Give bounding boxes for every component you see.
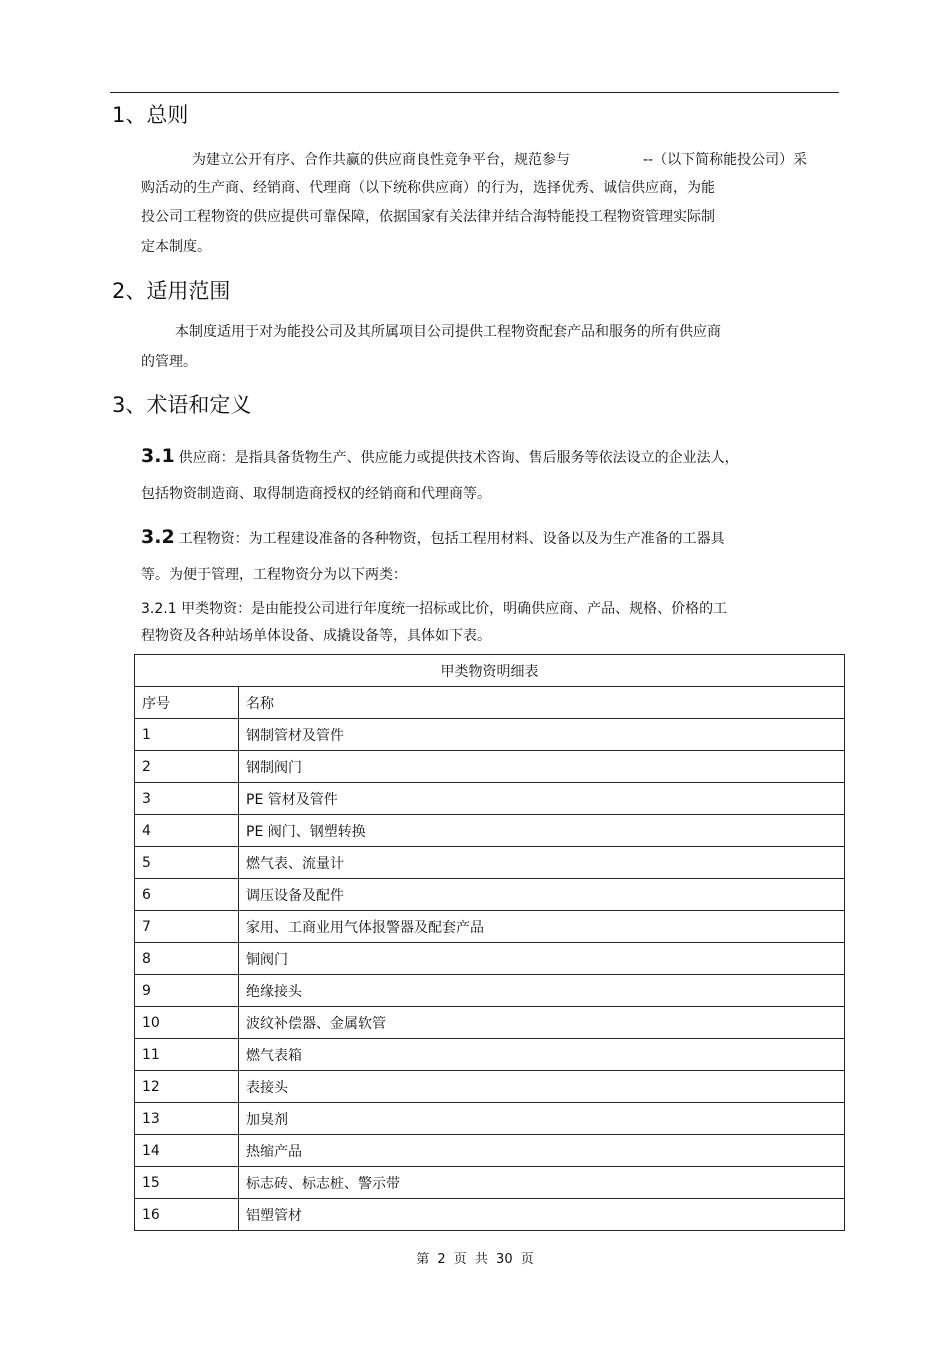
row-name-cell: 燃气表、流量计	[239, 847, 845, 879]
row-index-cell: 15	[135, 1167, 239, 1199]
table-row	[135, 1071, 845, 1103]
row-name-cell: 家用、工商业用气体报警器及配套产品	[239, 911, 845, 943]
table-header-row	[135, 687, 845, 719]
row-index-cell: 4	[135, 815, 239, 847]
row-index-cell: 11	[135, 1039, 239, 1071]
row-name-cell: 铝塑管材	[239, 1199, 845, 1231]
definition-3-1-line-2: 包括物资制造商、取得制造商授权的经销商和代理商等。	[141, 486, 491, 502]
section-2-heading: 2、适用范围	[112, 279, 231, 303]
row-name-cell: 绝缘接头	[239, 975, 845, 1007]
table-row	[135, 943, 845, 975]
table-row	[135, 1199, 845, 1231]
definition-3-2-1-line-2: 程物资及各种站场单体设备、成撬设备等，具体如下表。	[141, 628, 491, 644]
row-name-cell: 波纹补偿器、金属软管	[239, 1007, 845, 1039]
page-footer: 第 2 页 共 30 页	[416, 1252, 534, 1267]
definition-3-2-text: 工程物资：为工程建设准备的各种物资，包括工程用材料、设备以及为生产准备的工器具	[178, 531, 725, 547]
section-1-line-2: 购活动的生产商、经销商、代理商（以下统称供应商）的行为，选择优秀、诚信供应商，为能	[141, 180, 715, 196]
row-name-cell: 表接头	[239, 1071, 845, 1103]
row-index-cell: 5	[135, 847, 239, 879]
row-name-cell: 热缩产品	[239, 1135, 845, 1167]
row-index-cell: 10	[135, 1007, 239, 1039]
table-row	[135, 879, 845, 911]
table-row	[135, 1039, 845, 1071]
materials-table	[134, 654, 845, 1231]
table-row	[135, 1167, 845, 1199]
definition-3-2-number: 3.2	[141, 526, 175, 548]
row-index-cell: 14	[135, 1135, 239, 1167]
row-name-cell: 调压设备及配件	[239, 879, 845, 911]
row-index-cell: 7	[135, 911, 239, 943]
table-row	[135, 975, 845, 1007]
row-name-cell: PE 管材及管件	[239, 783, 845, 815]
row-index-cell: 2	[135, 751, 239, 783]
row-index-cell: 3	[135, 783, 239, 815]
definition-3-1	[141, 445, 739, 469]
table-row	[135, 751, 845, 783]
definition-3-1-number: 3.1	[141, 445, 175, 467]
row-index-cell: 8	[135, 943, 239, 975]
header-name: 名称	[239, 687, 845, 719]
row-index-cell: 9	[135, 975, 239, 1007]
table-row	[135, 719, 845, 751]
row-index-cell: 1	[135, 719, 239, 751]
row-name-cell: 钢制管材及管件	[239, 719, 845, 751]
table-row	[135, 847, 845, 879]
row-name-cell: 标志砖、标志桩、警示带	[239, 1167, 845, 1199]
row-name-cell: PE 阀门、钢塑转换	[239, 815, 845, 847]
table-row	[135, 1103, 845, 1135]
row-name-cell: 钢制阀门	[239, 751, 845, 783]
section-2-line-1: 本制度适用于对为能投公司及其所属项目公司提供工程物资配套产品和服务的所有供应商	[175, 324, 721, 340]
definition-3-2-line-2: 等。为便于管理，工程物资分为以下两类：	[141, 567, 407, 583]
definition-3-2	[141, 526, 725, 550]
row-index-cell: 13	[135, 1103, 239, 1135]
row-name-cell: 燃气表箱	[239, 1039, 845, 1071]
table-row	[135, 1007, 845, 1039]
table-title: 甲类物资明细表	[135, 655, 845, 687]
section-1-line-3: 投公司工程物资的供应提供可靠保障，依据国家有关法律并结合海特能投工程物资管理实际制	[141, 209, 715, 225]
table-body	[135, 719, 845, 1231]
table-row	[135, 815, 845, 847]
table-title-row	[135, 655, 845, 687]
definition-3-2-1-line-1: 3.2.1 甲类物资：是由能投公司进行年度统一招标或比价，明确供应商、产品、规格、价格的工	[141, 601, 728, 617]
row-name-cell: 铜阀门	[239, 943, 845, 975]
section-1-heading: 1、总则	[112, 103, 189, 127]
row-name-cell: 加臭剂	[239, 1103, 845, 1135]
table-row	[135, 911, 845, 943]
table-row	[135, 783, 845, 815]
table-row	[135, 1135, 845, 1167]
section-2-line-2: 的管理。	[141, 354, 197, 370]
header-rule	[110, 92, 839, 93]
row-index-cell: 12	[135, 1071, 239, 1103]
section-1-line-1a: 为建立公开有序、合作共赢的供应商良性竞争平台，规范参与	[192, 152, 570, 168]
section-1-line-1b: --（以下简称能投公司）采	[643, 152, 808, 168]
row-index-cell: 16	[135, 1199, 239, 1231]
definition-3-1-text: 供应商：是指具备货物生产、供应能力或提供技术咨询、售后服务等依法设立的企业法人，	[178, 450, 739, 466]
row-index-cell: 6	[135, 879, 239, 911]
section-3-heading: 3、术语和定义	[112, 393, 252, 417]
section-1-line-4: 定本制度。	[141, 239, 211, 255]
header-index: 序号	[135, 687, 239, 719]
